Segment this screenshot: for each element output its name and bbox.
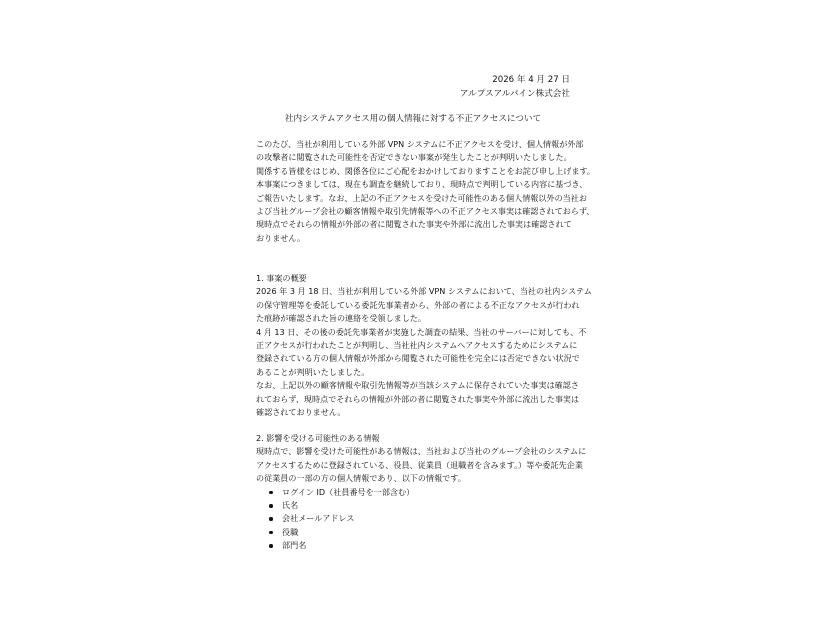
document-date: 2026 年 4 月 27 日 xyxy=(492,75,570,85)
bullet-icon xyxy=(269,544,273,548)
section-line: 確認されておりません。 xyxy=(256,407,346,418)
section-heading: 2. 影響を受ける可能性のある情報 xyxy=(256,433,380,443)
bullet-icon xyxy=(269,517,273,521)
bullet-icon xyxy=(269,531,273,535)
intro-line: このたび、当社が利用している外部 VPN システムに不正アクセスを受け、個人情報が外部 xyxy=(256,139,584,149)
list-item xyxy=(256,499,574,512)
section-line: た痕跡が確認された旨の連絡を受領しました。 xyxy=(256,313,426,324)
list-item-text: 氏名 xyxy=(282,500,299,511)
section-line: の従業員の一部の方の個人情報であり、以下の情報です。 xyxy=(256,473,466,484)
list-item-text: 会社メールアドレス xyxy=(282,513,355,524)
list-item-text: 役職 xyxy=(282,526,299,537)
intro-line: ご報告いたします。なお、上記の不正アクセスを受けた可能性のある個人情報以外の当社お xyxy=(256,192,587,203)
list-item xyxy=(256,539,574,552)
document-title: 社内システムアクセス用の個人情報に対する不正アクセスについて xyxy=(284,114,542,124)
section-line: れておらず、現時点でそれらの情報が外部の者に閲覧された事実や外部に流出した事実は xyxy=(256,393,580,404)
list-item-text: 部門名 xyxy=(282,540,307,551)
list-item-text: ログイン ID（社員番号を一部含む） xyxy=(282,486,415,497)
affected-info-list xyxy=(256,486,574,553)
list-item xyxy=(256,486,574,499)
section-line: あることが判明いたしました。 xyxy=(256,366,370,377)
intro-section xyxy=(256,138,595,245)
section-line: 正アクセスが行われたことが判明し、当社社内システムへアクセスするためにシステムに xyxy=(256,340,578,351)
section-incident-overview xyxy=(256,272,592,419)
bullet-icon xyxy=(269,491,273,495)
bullet-icon xyxy=(269,504,273,508)
intro-line: よび当社グループ会社の顧客情報や取引先情報等への不正アクセス事実は確認されておらず、 xyxy=(256,206,595,217)
section-line: 登録されている方の個人情報が外部から閲覧された可能性を完全には否定できない状況で xyxy=(256,353,580,364)
section-heading: 1. 事案の概要 xyxy=(256,273,307,283)
list-item xyxy=(256,526,574,539)
section-line: アクセスするために登録されている、役員、従業員（退職者を含みます。）等や委託先企業 xyxy=(256,459,583,470)
intro-line: の攻撃者に閲覧された可能性を否定できない事案が発生したことが判明いたしました。 xyxy=(256,152,572,163)
intro-line: 本事案につきましては、現在も調査を継続しており、現時点で判明している内容に基づき、 xyxy=(256,179,588,190)
section-line: の保守管理等を委託している委託先事業者から、外部の者による不正なアクセスが行われ xyxy=(256,299,580,310)
section-line: 現時点で、影響を受けた可能性がある情報は、当社および当社のグループ会社のシステムに xyxy=(256,446,587,457)
intro-line: 現時点でそれらの情報が外部の者に閲覧された事実や外部に流出した事実は確認されて xyxy=(256,219,572,230)
intro-line: おりません。 xyxy=(256,232,306,243)
section-line: 2026 年 3 月 18 日、当社が利用している外部 VPN システムにおいて、当社の社内システム xyxy=(256,286,592,297)
section-line: なお、上記以外の顧客情報や取引先情報等が当該システムに保存されていた事実は確認さ xyxy=(256,380,579,391)
intro-line: 関係する皆様をはじめ、関係各位にご心配をおかけしておりますことをお詫び申し上げます。 xyxy=(256,165,595,176)
list-item xyxy=(256,512,574,525)
section-line: 4 月 13 日、その後の委託先事業者が実施した調査の結果、当社のサーバーに対しても、不 xyxy=(256,326,587,337)
section-affected-information xyxy=(256,432,587,553)
company-name: アルプスアルパイン株式会社 xyxy=(459,89,570,99)
